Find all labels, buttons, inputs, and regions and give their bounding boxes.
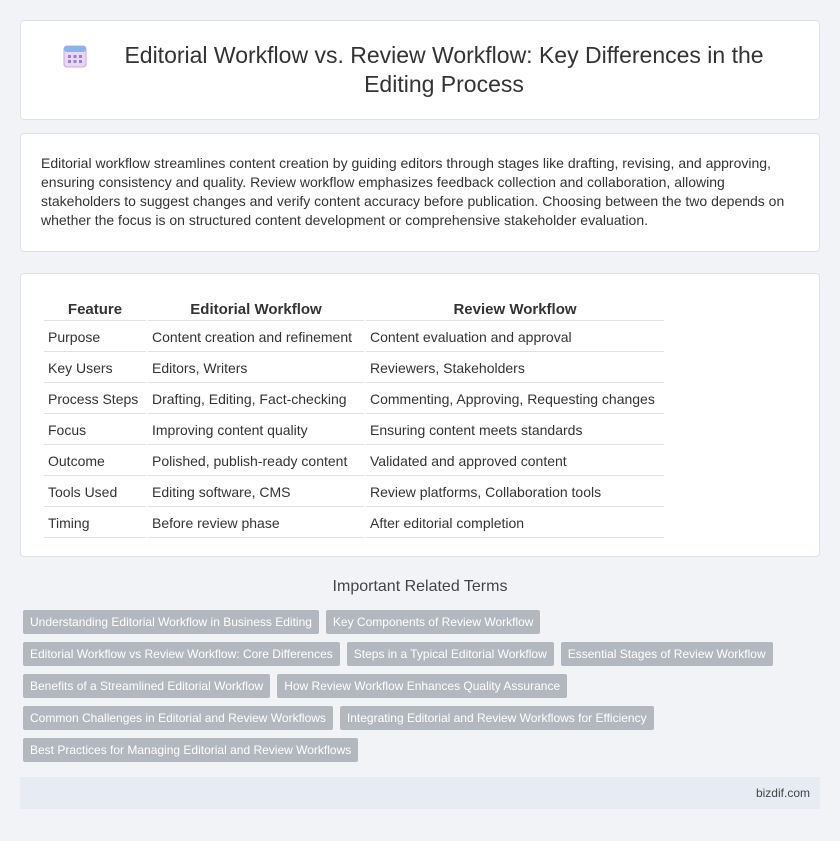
comparison-table (42, 294, 666, 540)
cell-review: Content evaluation and approval (366, 323, 664, 352)
cell-editorial: Content creation and refinement (148, 323, 364, 352)
table-row (44, 323, 664, 352)
related-tag[interactable]: Key Components of Review Workflow (326, 610, 541, 634)
cell-review: After editorial completion (366, 509, 664, 538)
related-tag[interactable]: Common Challenges in Editorial and Review Workflows (23, 706, 333, 730)
header-review: Review Workflow (366, 296, 664, 321)
related-terms-tags (23, 610, 813, 770)
cell-editorial: Editors, Writers (148, 354, 364, 383)
tag-row (23, 642, 813, 666)
tag-row (23, 610, 813, 634)
table-row (44, 385, 664, 414)
related-tag[interactable]: Integrating Editorial and Review Workflows for Efficiency (340, 706, 654, 730)
cell-feature: Tools Used (44, 478, 146, 507)
footer-site-link[interactable]: bizdif.com (755, 786, 810, 800)
cell-editorial: Editing software, CMS (148, 478, 364, 507)
table-row (44, 354, 664, 383)
related-tag[interactable]: Understanding Editorial Workflow in Business Editing (23, 610, 319, 634)
cell-review: Validated and approved content (366, 447, 664, 476)
header-editorial: Editorial Workflow (148, 296, 364, 321)
cell-feature: Focus (44, 416, 146, 445)
related-tag[interactable]: Best Practices for Managing Editorial and Review Workflows (23, 738, 358, 762)
calendar-grid-icon (61, 42, 89, 70)
footer (20, 777, 820, 809)
table-row (44, 447, 664, 476)
cell-feature: Outcome (44, 447, 146, 476)
cell-review: Commenting, Approving, Requesting changes (366, 385, 664, 414)
related-tag[interactable]: Essential Stages of Review Workflow (561, 642, 773, 666)
intro-card (20, 133, 820, 252)
related-tag[interactable]: Steps in a Typical Editorial Workflow (347, 642, 554, 666)
cell-review: Review platforms, Collaboration tools (366, 478, 664, 507)
table-header-row (44, 296, 664, 321)
cell-feature: Purpose (44, 323, 146, 352)
intro-paragraph: Editorial workflow streamlines content creation by guiding editors through stages like drafting, revising, and approving, ensuring consistency and quality. Review workflow emphasizes feedback collection and collaboration, allowing stakeholders to suggest changes and verify content accuracy before publication. Choosing between the two depends on whether the focus is on structured content development or comprehensive stakeholder evaluation. (41, 155, 785, 228)
cell-review: Reviewers, Stakeholders (366, 354, 664, 383)
cell-review: Ensuring content meets standards (366, 416, 664, 445)
related-tag[interactable]: How Review Workflow Enhances Quality Assurance (277, 674, 567, 698)
related-tag[interactable]: Benefits of a Streamlined Editorial Workflow (23, 674, 270, 698)
cell-feature: Timing (44, 509, 146, 538)
tag-row (23, 674, 813, 698)
title-card (20, 20, 820, 120)
cell-feature: Process Steps (44, 385, 146, 414)
cell-editorial: Polished, publish-ready content (148, 447, 364, 476)
tag-row (23, 738, 813, 762)
cell-editorial: Drafting, Editing, Fact-checking (148, 385, 364, 414)
table-row (44, 416, 664, 445)
related-tag[interactable]: Editorial Workflow vs Review Workflow: Core Differences (23, 642, 340, 666)
tag-row (23, 706, 813, 730)
cell-feature: Key Users (44, 354, 146, 383)
cell-editorial: Before review phase (148, 509, 364, 538)
comparison-card (20, 273, 820, 557)
page-title: Editorial Workflow vs. Review Workflow: Key Differences in the Editing Process (124, 42, 764, 97)
related-terms-title: Important Related Terms (332, 578, 508, 595)
header-feature: Feature (44, 296, 146, 321)
table-row (44, 509, 664, 538)
table-row (44, 478, 664, 507)
cell-editorial: Improving content quality (148, 416, 364, 445)
